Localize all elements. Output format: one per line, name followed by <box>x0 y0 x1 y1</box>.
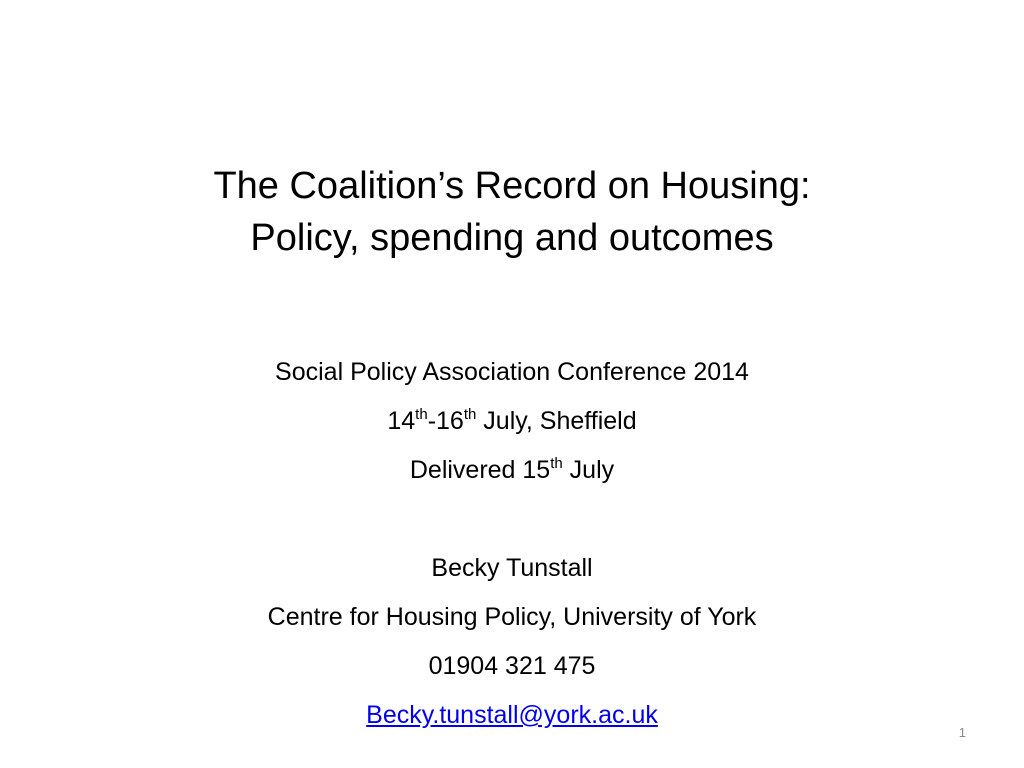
end-day-suffix: th <box>463 405 477 423</box>
delivered-date <box>0 446 1024 495</box>
delivered-rest: July <box>562 456 615 484</box>
delivered-suffix: th <box>550 454 563 472</box>
start-day: 14 <box>387 407 416 435</box>
author-affiliation: Centre for Housing Policy, University of York <box>267 603 757 631</box>
conference-dates <box>0 397 1024 446</box>
end-day: 16 <box>436 407 464 435</box>
author-email-line <box>0 691 1024 740</box>
delivered-prefix: Delivered 15 <box>409 456 551 484</box>
conference-name: Social Policy Association Conference 2014 <box>275 358 749 386</box>
slide-subtitle <box>0 348 1024 740</box>
start-day-suffix: th <box>415 405 428 423</box>
author-name: Becky Tunstall <box>431 554 593 582</box>
email-link[interactable]: Becky.tunstall@york.ac.uk <box>366 701 658 729</box>
slide-title <box>0 160 1024 264</box>
dates-location: July, Sheffield <box>476 407 637 435</box>
blank-line <box>0 495 1024 544</box>
author-phone: 01904 321 475 <box>428 652 596 680</box>
title-line-1: The Coalition’s Record on Housing: <box>213 165 811 207</box>
title-line-2: Policy, spending and outcomes <box>250 217 774 259</box>
date-dash: - <box>427 407 437 435</box>
page-number: 1 <box>958 725 966 740</box>
